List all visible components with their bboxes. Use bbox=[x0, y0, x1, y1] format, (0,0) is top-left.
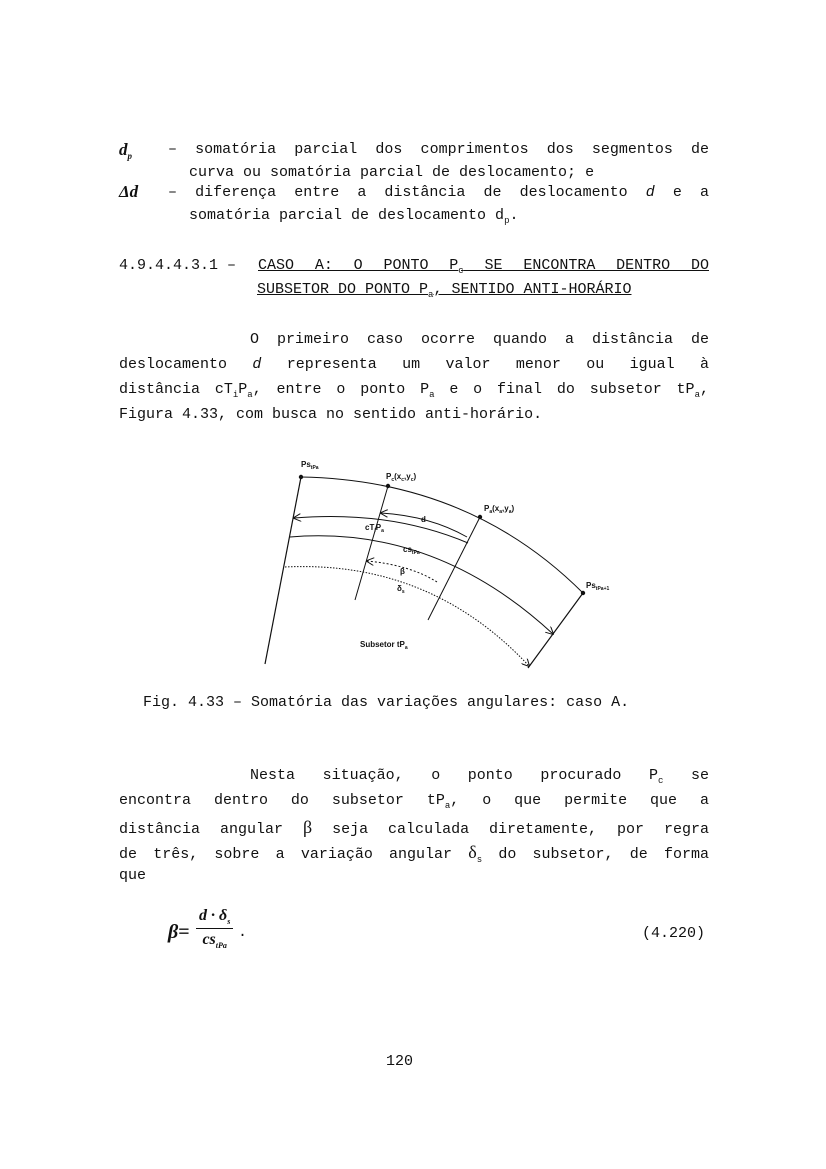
radial-line-pc bbox=[355, 486, 388, 600]
paragraph1-line2: deslocamento d representa um valor menor ou igual à bbox=[119, 356, 709, 373]
definition-symbol-delta-d: Δd bbox=[119, 182, 139, 201]
paragraph1-line3: distância $cT_iP_a$, entre o ponto $P_a$ e o final do subsetor $tP_a$, bbox=[119, 381, 709, 400]
point-ps-right bbox=[581, 591, 585, 595]
definition-delta-d-line2: somatória parcial de deslocamento $d_p$. bbox=[189, 207, 519, 226]
equation-denominator: $cs_{tPa}$ bbox=[202, 931, 227, 950]
paragraph2-line3: distância angular β seja calculada diretamente, por regra bbox=[119, 817, 709, 838]
figure-caption: Fig. 4.33 – Somatória das variações angulares: caso A. bbox=[143, 694, 630, 711]
section-title-line1: CASO A: O PONTO $P_c$ SE ENCONTRA DENTRO DO bbox=[258, 257, 709, 276]
point-pc bbox=[386, 484, 390, 488]
paragraph2-line1: Nesta situação, o ponto procurado $P_c$ se bbox=[250, 767, 709, 786]
definition-dp-line2: curva ou somatória parcial de deslocamento; e bbox=[189, 164, 595, 181]
equation-period: . bbox=[238, 924, 248, 941]
label-ps-right: $Ps_{tPa+1}$ bbox=[586, 581, 610, 592]
point-pa bbox=[478, 515, 482, 519]
figure-4-33-diagram bbox=[250, 450, 620, 680]
label-delta: $\delta_s$ bbox=[397, 584, 405, 595]
label-pc: $P_c(x_c,y_c)$ bbox=[386, 472, 417, 483]
arrow-delta bbox=[285, 567, 529, 666]
subsetor-left-boundary bbox=[265, 477, 301, 664]
equation-number: (4.220) bbox=[642, 925, 706, 942]
definition-delta-d-line1: – diferença entre a distância de deslocamento d e a bbox=[168, 184, 709, 201]
label-subsetor: Subsetor $tP_a$ bbox=[360, 640, 408, 651]
point-ps-top bbox=[299, 475, 303, 479]
equation-numerator: $d \cdot \delta_s$ bbox=[199, 907, 231, 926]
paragraph2-line4: de três, sobre a variação angular $\delta_s$ do subsetor, de forma bbox=[119, 842, 709, 865]
equation-fraction-bar bbox=[196, 928, 233, 929]
label-ctipa: $cT_iP_a$ bbox=[365, 523, 384, 534]
arrow-cs bbox=[290, 536, 553, 634]
equation-fraction bbox=[196, 907, 233, 950]
label-ps-top: $Ps_{tPa}$ bbox=[301, 460, 319, 471]
paragraph1-line1: O primeiro caso ocorre quando a distância de bbox=[250, 331, 709, 348]
label-cs: $cs_{tPa}$ bbox=[403, 545, 420, 556]
label-pa: $P_a(x_a,y_a)$ bbox=[484, 504, 515, 515]
equation-lhs: β= bbox=[168, 921, 190, 943]
definition-dp-line1: – somatória parcial dos comprimentos dos segmentos de bbox=[168, 141, 709, 158]
subsetor-arc bbox=[301, 477, 583, 593]
paragraph2-line2: encontra dentro do subsetor $tP_a$, o que permite que a bbox=[119, 792, 710, 811]
label-beta: β bbox=[400, 567, 405, 576]
paragraph1-line4: Figura 4.33, com busca no sentido anti-horário. bbox=[119, 406, 543, 423]
section-title-line2: SUBSETOR DO PONTO $P_a$, SENTIDO ANTI-HORÁRIO bbox=[257, 281, 632, 300]
radial-line-pa bbox=[428, 517, 480, 620]
section-number: 4.9.4.4.3.1 – bbox=[119, 257, 237, 274]
subsetor-right-boundary bbox=[528, 593, 583, 668]
page-number: 120 bbox=[386, 1053, 414, 1070]
definition-symbol-dp: $d_p$ bbox=[119, 140, 132, 161]
label-d: d bbox=[421, 515, 426, 524]
paragraph2-line5: que bbox=[119, 867, 147, 884]
